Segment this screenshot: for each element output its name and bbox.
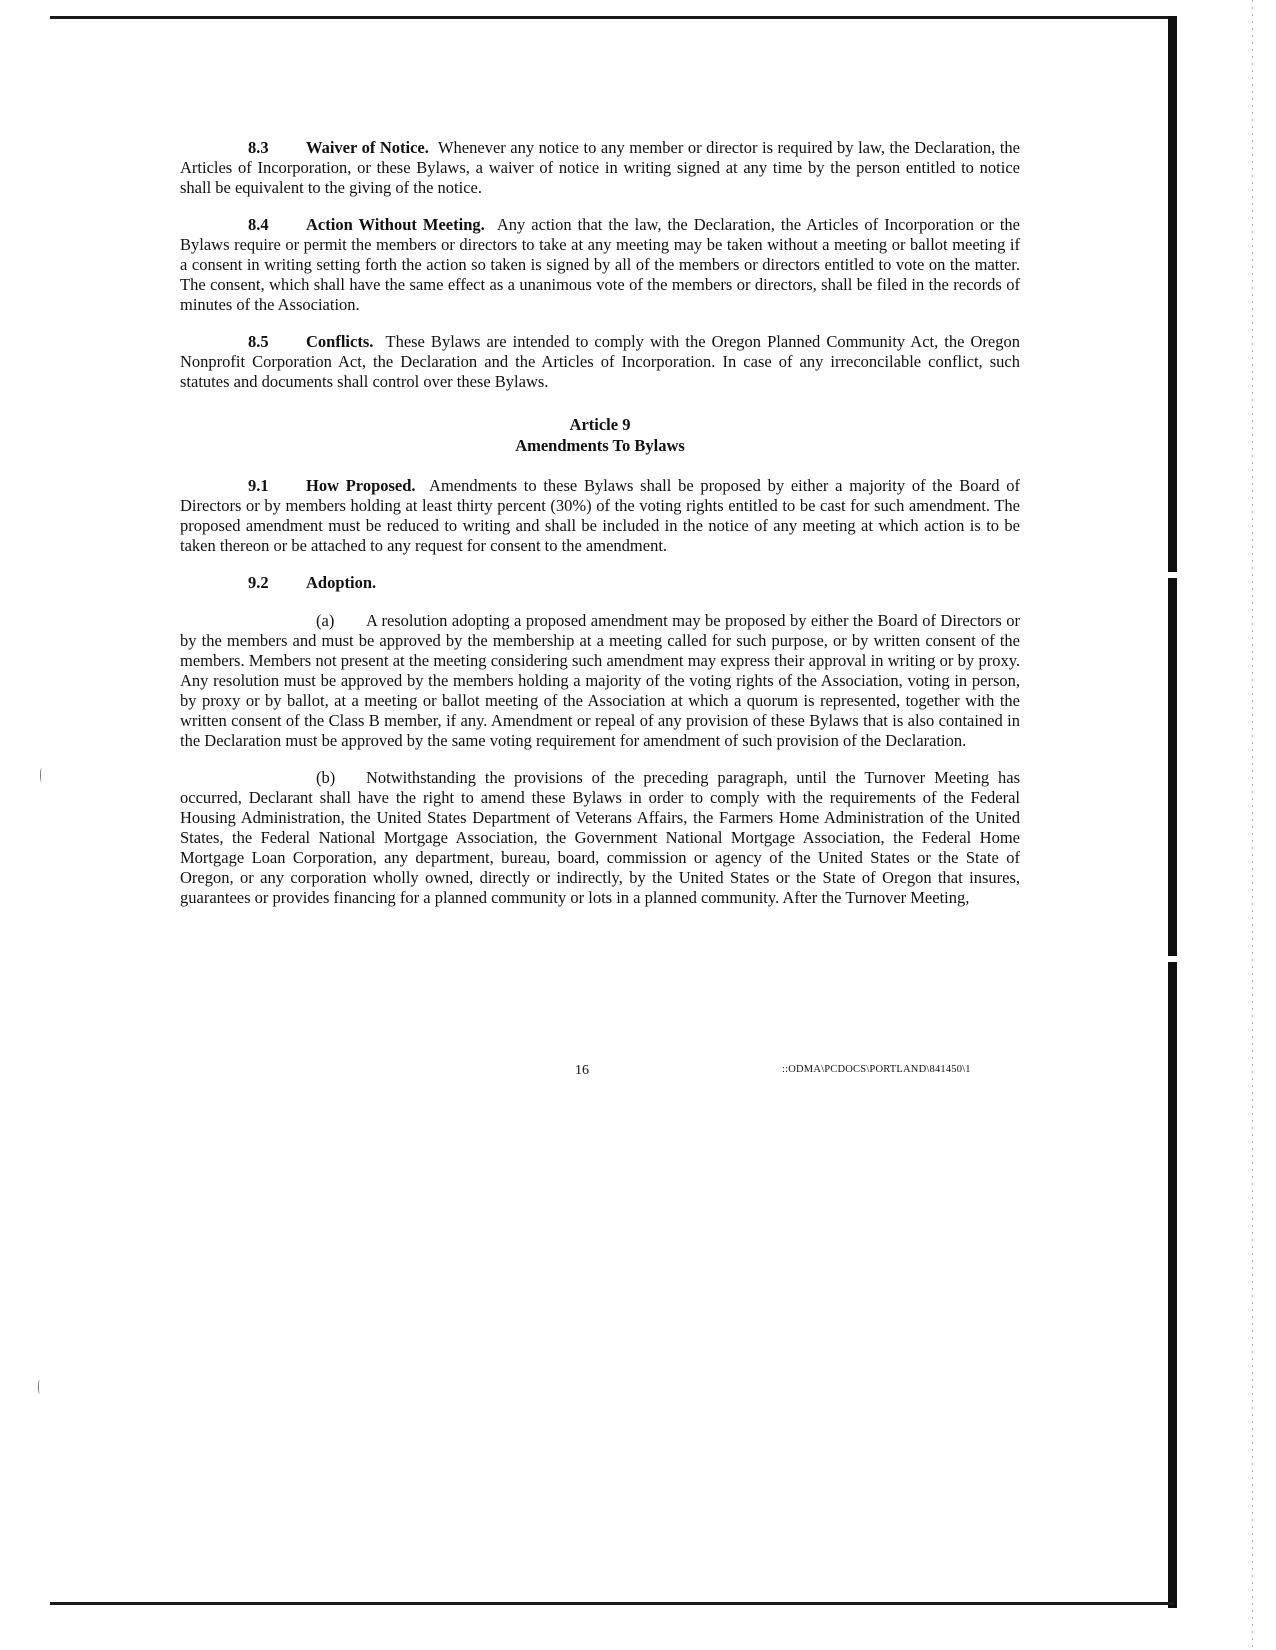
scan-artifact-mark [38, 1380, 41, 1394]
section-text: These Bylaws are intended to comply with the Oregon Planned Community Act, the Oregon Nonprofit Corporation Act, the Declaration and the Articles of Incorporation. In case of any irreconcilable conflict, such statutes and documents shall control over these Bylaws. [180, 332, 1020, 391]
section-text: Whenever any notice to any member or director is required by law, the Declaration, the Articles of Incorporation, or these Bylaws, a waiver of notice in writing signed at any time by the person entitled to notice shall be equivalent to the giving of the notice. [180, 138, 1020, 197]
section-number: 9.1 [248, 476, 269, 495]
subsection-text: Notwithstanding the provisions of the preceding paragraph, until the Turnover Meeting has occurred, Declarant shall have the right to amend these Bylaws in order to comply with the requirements of the Federal Housing Administration, the United States Department of Veterans Affairs, the Farmers Home Administration of the United States, the Federal National Mortgage Association, the Government National Mortgage Association, the Federal Home Mortgage Loan Corporation, any department, bureau, board, commission or agency of the United States or the State of Oregon, or any corporation wholly owned, directly or indirectly, by the United States or the State of Oregon that insures, guarantees or provides financing for a planned community or lots in a planned community. After the Turnover Meeting, [180, 768, 1020, 907]
section-text: Amendments to these Bylaws shall be proposed by either a majority of the Board of Directors or by members holding at least thirty percent (30%) of the voting rights entitled to be cast for such amendment. The proposed amendment must be reduced to writing and shall be included in the notice of any meeting at which action is to be taken thereon or be attached to any request for consent to the amendment. [180, 476, 1020, 555]
scan-frame-right-edge [1168, 16, 1177, 1608]
section-number: 9.2 [248, 573, 269, 592]
scan-frame-notch [1166, 572, 1179, 578]
section-title: How Proposed. [306, 476, 416, 495]
section-8-4 [180, 215, 1020, 315]
article-label: Article 9 [569, 415, 631, 434]
section-9-1 [180, 476, 1020, 556]
section-title: Action Without Meeting. [306, 215, 485, 234]
subsection-9-2-a [180, 611, 1020, 751]
section-8-5 [180, 332, 1020, 392]
article-title: Amendments To Bylaws [515, 436, 685, 455]
subsection-text: A resolution adopting a proposed amendment may be proposed by either the Board of Directors or by the members and must be approved by the membership at a meeting called for such purpose, or by written consent of the members. Members not present at the meeting considering such amendment may express their approval in writing or by proxy. Any resolution must be approved by the members holding a majority of the voting rights of the Association, voting in person, by proxy or by ballot, at a meeting or ballot meeting of the Association at which a quorum is represented, together with the written consent of the Class B member, if any. Amendment or repeal of any provision of these Bylaws that is also contained in the Declaration must be approved by the same voting requirement for amendment of such provision of the Declaration. [180, 611, 1020, 750]
subsection-label: (b) [316, 768, 336, 787]
section-8-3 [180, 138, 1020, 198]
section-text: Any action that the law, the Declaration, the Articles of Incorporation or the Bylaws require or permit the members or directors to take at any meeting may be taken without a meeting or ballot meeting if a consent in writing setting forth the action so taken is signed by all of the members or directors entitled to vote on the matter. The consent, which shall have the same effect as a unanimous vote of the members or directors, shall be filed in the records of minutes of the Association. [180, 215, 1020, 314]
scan-edge-dotted-line [1252, 0, 1253, 1650]
section-title: Waiver of Notice. [306, 138, 429, 157]
section-number: 8.5 [248, 332, 269, 351]
subsection-9-2-b [180, 768, 1020, 908]
scan-artifact-mark [40, 768, 43, 782]
section-number: 8.3 [248, 138, 269, 157]
section-number: 8.4 [248, 215, 269, 234]
document-id: ::ODMA\PCDOCS\PORTLAND\841450\1 [782, 1064, 971, 1075]
scan-frame-bottom-line [50, 1602, 1174, 1605]
scan-frame-notch [1166, 956, 1179, 962]
section-title: Adoption. [306, 573, 377, 592]
section-title: Conflicts. [306, 332, 374, 351]
article-heading [180, 414, 1020, 456]
scan-frame-top-line [50, 16, 1174, 19]
subsection-label: (a) [316, 611, 335, 630]
section-9-2-heading [180, 573, 1020, 593]
page-number: 16 [575, 1063, 589, 1078]
document-body [180, 138, 1020, 925]
